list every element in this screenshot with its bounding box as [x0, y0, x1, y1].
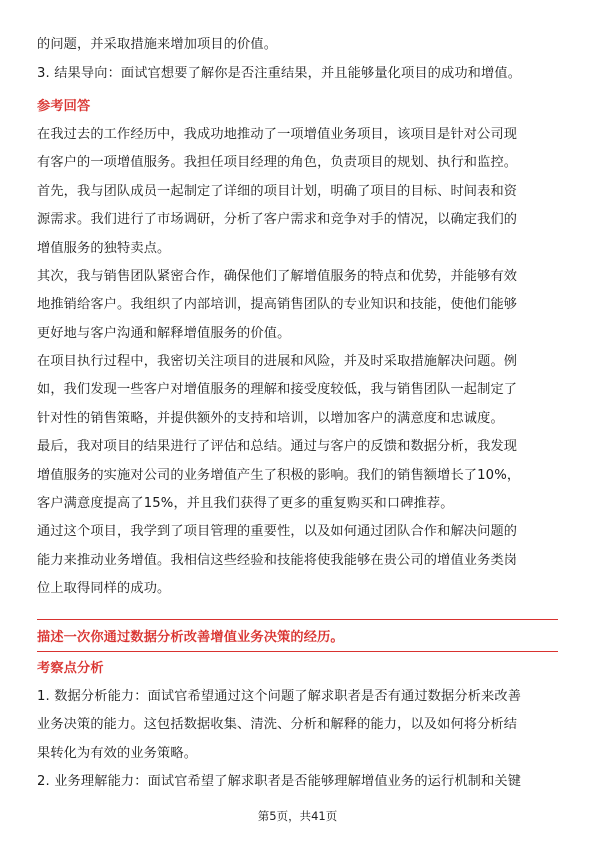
- answer-line: 增值服务的独特卖点。: [37, 241, 171, 256]
- answer-line: 首先，我与团队成员一起制定了详细的项目计划，明确了项目的目标、时间表和资: [37, 184, 518, 199]
- analysis-line: 2. 业务理解能力：面试官希望了解求职者是否能够理解增值业务的运行机制和关键: [37, 774, 522, 789]
- answer-line: 更好地与客户沟通和解释增值服务的价值。: [37, 326, 291, 341]
- section-divider-bottom: [37, 651, 558, 652]
- answer-line: 增值服务的实施对公司的业务增值产生了积极的影响。我们的销售额增长了10%，: [37, 468, 521, 483]
- page-number: 第5页，共41页: [257, 809, 338, 823]
- answer-heading: 参考回答: [37, 99, 91, 114]
- question-title: 描述一次你通过数据分析改善增值业务决策的经历。: [37, 630, 344, 645]
- analysis-line: 果转化为有效的业务策略。: [37, 746, 198, 761]
- answer-line: 位上取得同样的成功。: [37, 581, 171, 596]
- answer-line: 针对性的销售策略，并提供额外的支持和培训，以增加客户的满意度和忠诚度。: [37, 411, 504, 426]
- answer-line: 客户满意度提高了15%，并且我们获得了更多的重复购买和口碑推荐。: [37, 496, 454, 511]
- answer-line: 有客户的一项增值服务。我担任项目经理的角色，负责项目的规划、执行和监控。: [37, 155, 518, 170]
- answer-line: 其次，我与销售团队紧密合作，确保他们了解增值服务的特点和优势，并能够有效: [37, 269, 518, 284]
- answer-line: 在我过去的工作经历中，我成功地推动了一项增值业务项目，该项目是针对公司现: [37, 127, 518, 142]
- analysis-heading: 考察点分析: [37, 661, 104, 676]
- answer-line: 通过这个项目，我学到了项目管理的重要性，以及如何通过团队合作和解决问题的: [37, 524, 518, 539]
- answer-line: 能力来推动业务增值。我相信这些经验和技能将使我能够在贵公司的增值业务类岗: [37, 553, 518, 568]
- answer-line: 地推销给客户。我组织了内部培训，提高销售团队的专业知识和技能，使他们能够: [37, 297, 518, 312]
- answer-line: 源需求。我们进行了市场调研，分析了客户需求和竞争对手的情况，以确定我们的: [37, 212, 518, 227]
- paragraph-line: 3. 结果导向：面试官想要了解你是否注重结果，并且能够量化项目的成功和增值。: [37, 66, 522, 81]
- answer-line: 最后，我对项目的结果进行了评估和总结。通过与客户的反馈和数据分析，我发现: [37, 439, 518, 454]
- answer-line: 在项目执行过程中，我密切关注项目的进展和风险，并及时采取措施解决问题。例: [37, 354, 518, 369]
- analysis-line: 1. 数据分析能力：面试官希望通过这个问题了解求职者是否有通过数据分析来改善: [37, 689, 522, 704]
- analysis-line: 业务决策的能力。这包括数据收集、清洗、分析和解释的能力，以及如何将分析结: [37, 717, 518, 732]
- section-divider-top: [37, 619, 558, 620]
- paragraph-line: 的问题，并采取措施来增加项目的价值。: [37, 37, 278, 52]
- answer-line: 如，我们发现一些客户对增值服务的理解和接受度较低，我与销售团队一起制定了: [37, 382, 518, 397]
